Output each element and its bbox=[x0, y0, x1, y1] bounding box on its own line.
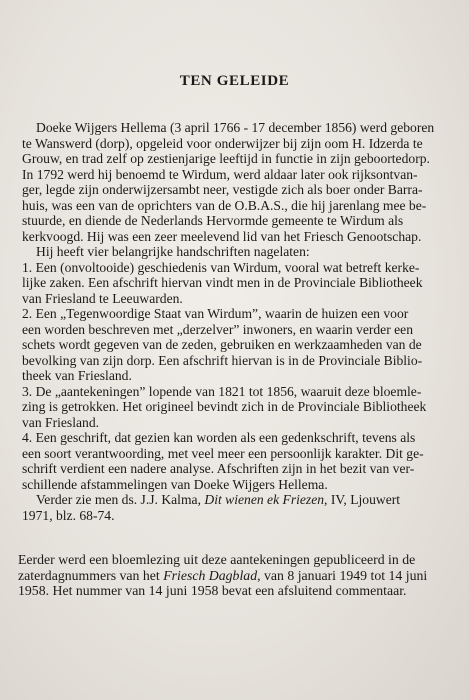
text-line: Eerder werd een bloemlezing uit deze aantekeningen gepubliceerd in de bbox=[18, 552, 416, 567]
reference-text: Verder zie men ds. J.J. Kalma, bbox=[36, 492, 205, 507]
newspaper-title: Friesch Dagblad bbox=[163, 567, 258, 583]
reference-text: , IV, Ljouwert bbox=[324, 492, 401, 507]
list-item-line: theek van Friesland. bbox=[22, 368, 132, 383]
list-item-line: bevolking van zijn dorp. Een afschrift hiervan is in de Provinciale Biblio- bbox=[22, 352, 423, 368]
text-line: ger, legde zijn onderwijzersambt neer, vestigde zich als boer onder Barra- bbox=[22, 182, 423, 197]
list-item-line: lijke zaken. Een afschrift hiervan vindt men in de Provinciale Bibliotheek bbox=[22, 275, 423, 290]
list-item-line: van Friesland te Leeuwarden. bbox=[22, 290, 183, 306]
list-item-line: schillende afstammelingen van Doeke Wijgers Hellema. bbox=[22, 476, 328, 492]
list-item-line: 2. Een „Tegenwoordige Staat van Wirdum”, waarin de huizen een voor bbox=[22, 306, 409, 321]
list-item-line: 3. De „aantekeningen” lopende van 1821 tot 1856, waaruit deze bloemle- bbox=[22, 383, 422, 399]
list-item-line: schets wordt gegeven van de zeden, gebruiken en werkzaamheden van de bbox=[22, 337, 422, 352]
closing-paragraph bbox=[18, 552, 460, 599]
list-item-line: schrift verdient een nadere analyse. Afschriften zijn in het bezit van ver- bbox=[22, 461, 415, 476]
text-line: Doeke Wijgers Hellema (3 april 1766 - 17 december 1856) werd geboren bbox=[36, 120, 435, 135]
list-item-line: 4. Een geschrift, dat gezien kan worden als een gedenkschrift, tevens als bbox=[22, 430, 416, 445]
text-line: Grouw, en trad zelf op zestienjarige leeftijd in functie in zijn geboortedorp. bbox=[22, 151, 430, 166]
list-item-line: een worden beschreven met „derzelver” inwoners, en waarin verder een bbox=[22, 321, 413, 337]
body-text bbox=[22, 120, 458, 523]
text-line: 1958. Het nummer van 14 juni 1958 bevat een afsluitend commentaar. bbox=[18, 583, 407, 598]
page-title: TEN GELEIDE bbox=[179, 73, 290, 89]
text-line: Hij heeft vier belangrijke handschriften nagelaten: bbox=[36, 244, 310, 259]
reference-line bbox=[22, 492, 458, 508]
reference-title: Dit wienen ek Friezen bbox=[204, 492, 325, 507]
text-line: kerkvoogd. Hij was een zeer meelevend lid van het Friesch Genootschap. bbox=[22, 228, 422, 244]
reference-line: 1971, blz. 68-74. bbox=[22, 507, 115, 523]
list-item-line: zing is getrokken. Het origineel bevindt zich in de Provinciale Bibliotheek bbox=[22, 399, 427, 414]
text-line: stuurde, en diende de Nederlands Hervormde gemeente te Wirdum als bbox=[22, 213, 404, 228]
list-item-line: 1. Een (onvoltooide) geschiedenis van Wirdum, vooral wat betreft kerke- bbox=[22, 259, 420, 275]
text-line: huis, was een van de oprichters van de O.B.A.S., die hij jarenlang mee be- bbox=[22, 197, 427, 213]
text-line: In 1792 werd hij benoemd te Wirdum, werd aldaar later ook rijksontvan- bbox=[22, 166, 418, 182]
list-item-line: een soort verantwoording, met veel meer een persoonlijk karakter. Dit ge- bbox=[22, 445, 424, 461]
text-span: , van 8 januari 1949 tot 14 juni bbox=[257, 567, 428, 583]
text-line bbox=[18, 568, 460, 584]
list-item-line: van Friesland. bbox=[22, 414, 100, 430]
text-line: te Wanswerd (dorp), opgeleid voor onderwijzer bij zijn oom H. Idzerda te bbox=[22, 135, 423, 151]
text-span: zaterdagnummers van het bbox=[18, 567, 164, 583]
